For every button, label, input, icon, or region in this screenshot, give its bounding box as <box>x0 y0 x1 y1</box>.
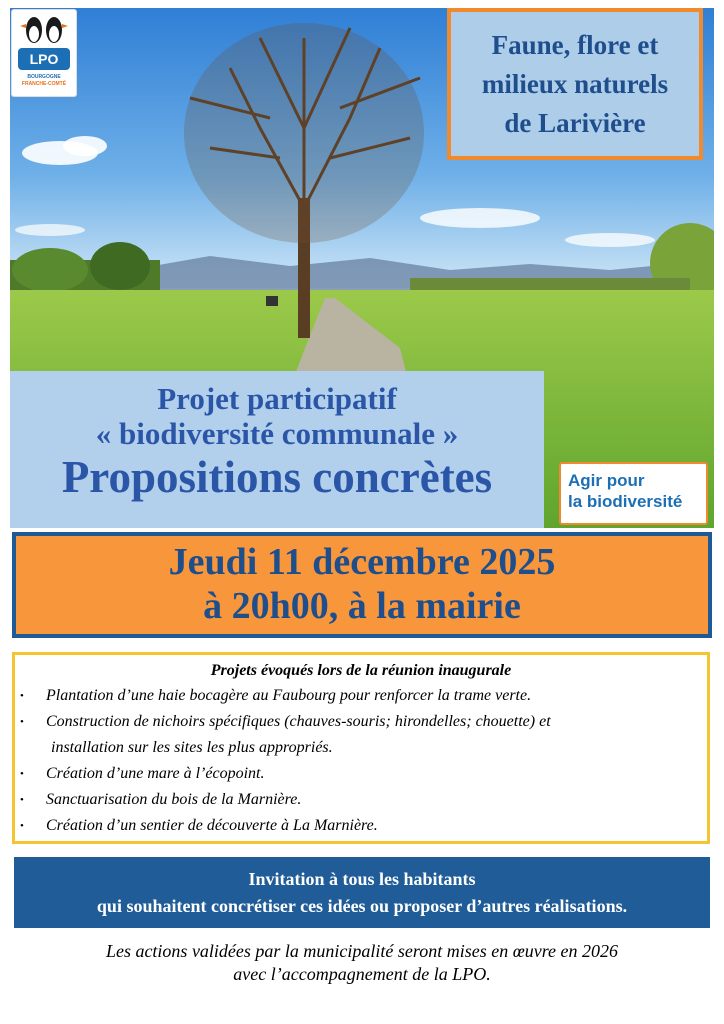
header-title-line: milieux naturels <box>481 68 669 99</box>
header-title-box <box>447 8 703 160</box>
agir-biodiversite-badge <box>559 462 708 525</box>
list-item: • Création d’un sentier de découverte à La Marnière. <box>15 813 707 839</box>
logo-region: BOURGOGNE FRANCHE-COMTÉ <box>21 74 67 87</box>
puffin-birds-icon <box>12 10 76 48</box>
project-title-box <box>10 371 544 528</box>
event-date-box <box>12 532 712 638</box>
invitation-line-2: qui souhaitent concrétiser ces idées ou proposer d’autres réalisations. <box>96 896 628 916</box>
footer-note <box>14 940 710 986</box>
project-line-1: Projet participatif <box>157 381 397 416</box>
list-item: • Création d’une mare à l’écopoint. <box>15 761 707 787</box>
list-item: • Construction de nichoirs spécifiques (chauves-souris; hirondelles; chouette) et installation sur les sites les plus appropriés. <box>15 709 707 761</box>
header-title-line: de Larivière <box>504 107 646 138</box>
badge-line-2: la biodiversité <box>568 492 683 511</box>
footer-line-1: Les actions validées par la municipalité seront mises en œuvre en 2026 <box>105 941 619 961</box>
logo-wordmark: LPO <box>18 48 70 70</box>
event-time-place: à 20h00, à la mairie <box>203 585 521 627</box>
list-item-continuation: installation sur les sites les plus appropriés. <box>51 739 333 756</box>
list-item: • Sanctuarisation du bois de la Marnière. <box>15 787 707 813</box>
footer-line-2: avec l’accompagnement de la LPO. <box>233 964 491 984</box>
projects-title: Projets évoqués lors de la réunion inaugurale <box>210 662 512 679</box>
list-item: • Plantation d’une haie bocagère au Faubourg pour renforcer la trame verte. <box>15 683 707 709</box>
badge-line-1: Agir pour <box>568 471 645 490</box>
invitation-line-1: Invitation à tous les habitants <box>248 869 476 889</box>
invitation-box <box>14 857 710 928</box>
project-line-3: Propositions concrètes <box>61 452 493 502</box>
project-line-2: « biodiversité communale » <box>95 416 459 451</box>
projects-list <box>15 683 707 839</box>
header-title-line: Faune, flore et <box>491 29 659 60</box>
projects-box <box>12 652 710 844</box>
event-date: Jeudi 11 décembre 2025 <box>168 541 556 583</box>
lpo-logo <box>12 10 76 96</box>
